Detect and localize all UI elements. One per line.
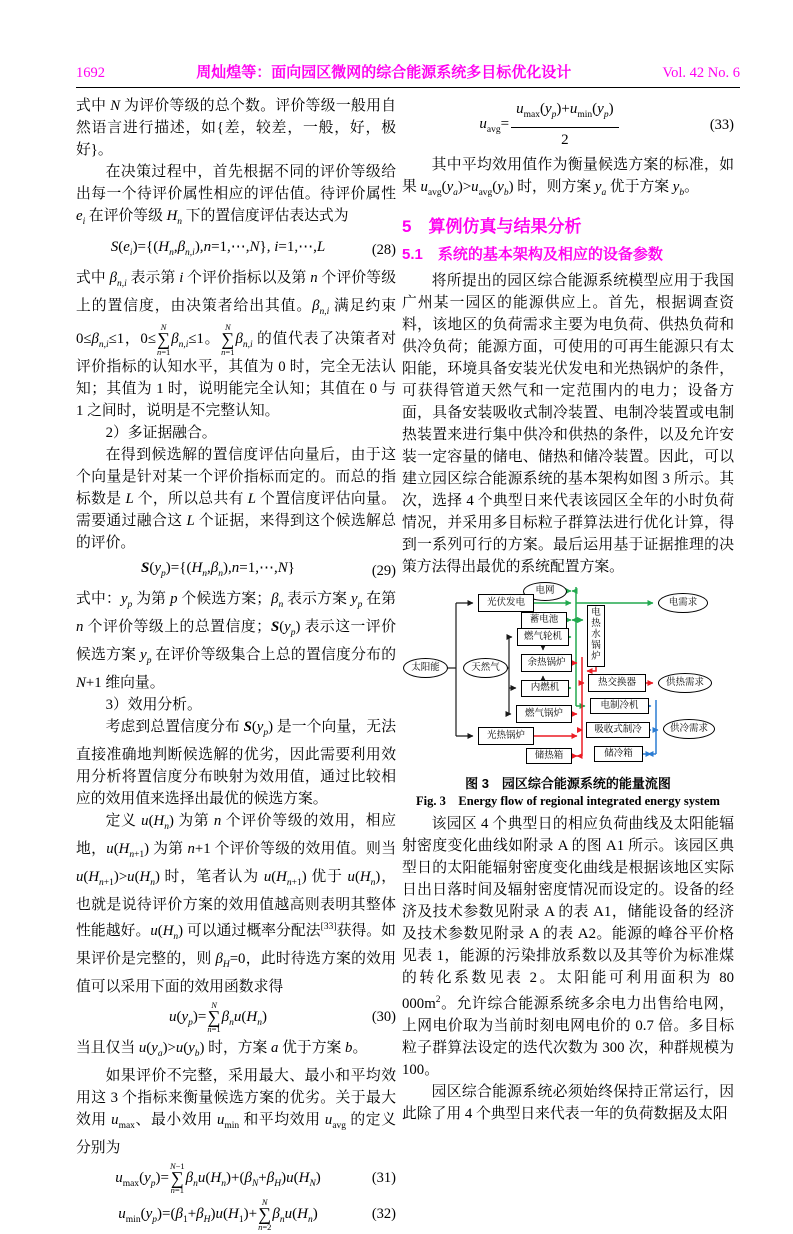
- equation-28: [76, 236, 396, 264]
- subsection-heading-5-1: 5.1 系统的基本架构及相应的设备参数: [402, 245, 663, 263]
- equation-body: $S(e_i)=\{(H_n,\beta_{n,i}),n=1,\cdots,N\}$, i=1,⋯,L: [110, 238, 326, 258]
- node-cold-storage-tank: 储冷箱: [594, 746, 643, 762]
- paragraph: 其中平均效用值作为衡量候选方案的标准，如果 $u_{avg}(y_a)>u_{avg}(y_b)$ 时，则方案 $y_a$ 优于方案 $y_b$。: [402, 157, 734, 198]
- node-solar: 太阳能: [403, 658, 448, 678]
- node-waste-heat-boiler: 余热锅炉: [521, 654, 572, 672]
- equation-body: $u_{avg}=$ $\frac{u_{max}(y_p)+u_{min}(y_p)}{2}$: [402, 98, 698, 151]
- equation-32: [76, 1198, 396, 1231]
- equation-number: (30): [371, 1009, 396, 1026]
- node-cooling-demand: 供冷需求: [663, 719, 715, 739]
- paragraph: 园区综合能源系统必须始终保持正常运行，因此除了用 4 个典型日来代表一年的负荷数据及太阳: [402, 1083, 734, 1122]
- paragraph: 在得到候选解的置信度评估向量后，由于这个向量是针对某一个评价指标而定的。而总的指标数是 L 个，所以总共有 L 个置信度评估向量。需要通过融合这 L 个证据，来得到这个候选解总的评价。: [76, 447, 397, 552]
- figure-caption-chinese: 图 3 园区综合能源系统的能量流图: [465, 775, 671, 791]
- figure-3-energy-flow-diagram: [400, 581, 736, 773]
- node-gas-boiler: 燃气锅炉: [516, 705, 572, 723]
- node-electric-water-boiler: 电热水锅炉: [587, 605, 605, 667]
- node-gas: 天然气: [463, 658, 508, 678]
- node-battery: 蓄电池: [521, 612, 567, 629]
- right-column: [402, 95, 734, 1125]
- paragraph: 当且仅当 $u(y_a)>u(y_b)$ 时，方案 a 优于方案 b。: [76, 1039, 368, 1059]
- paragraph: 将所提出的园区综合能源系统模型应用于我国广州某一园区的能源供应上。首先，根据调查资料，该地区的负荷需求主要为电负荷、供热负荷和供冷负荷；能源方面，可使用的可再生能源只有太阳能，环境具备安装光伏发电和光热锅炉的条件，可获得管道天然气和一定范围内的电力；设备方面，具备安装吸收式制冷装置、电制冷装置或电制热装置来进行集中供冷和供热的条件，以及允许安装一定容量的储电、储热和储冷装置。因此，可以建立园区综合能源系统的基本架构如图 3 所示。其次，选择 4 个典型日来代表该园区全年的小时负荷情况，并采用多目标粒子群算法进行优化计算，得到一系列可行的方案。最后运用基于证据推理的决策方法得出最优的系统配置方案。: [402, 272, 734, 575]
- page-number: 1692: [76, 65, 105, 81]
- equation-30: [76, 1001, 396, 1034]
- node-pv-generation: 光伏发电: [478, 594, 534, 612]
- equation-31: [76, 1162, 396, 1195]
- figure-caption-english: Fig. 3 Energy flow of regional integrated energy system: [416, 793, 720, 808]
- node-heat-demand: 供热需求: [658, 673, 712, 693]
- volume-issue: Vol. 42 No. 6: [662, 65, 740, 81]
- equation-body: $S(y_p)=\{(H_n,\beta_n),n=1,\cdots,N\}$: [141, 560, 295, 580]
- node-heat-exchanger: 热交换器: [588, 674, 646, 692]
- node-absorption-chiller: 吸收式制冷: [586, 722, 650, 738]
- equation-body: $u(y_p)=$ N ∑ n=1 $\beta_nu(H_n)$: [168, 999, 267, 1035]
- node-gas-turbine: 燃气轮机: [517, 628, 569, 646]
- node-electric-chiller: 电制冷机: [590, 698, 649, 714]
- paragraph: 考虑到总置信度分布 $S(y_p)$ 是一个向量，无法直接准确地判断候选解的优劣，因此需要利用效用分析将置信度分布映射为效用值，通过比较相应的效用值来选择出最优的候选方案。: [76, 718, 396, 807]
- section-heading-5: 5 算例仿真与结果分析: [402, 216, 582, 236]
- running-title: 周灿煌等：面向园区微网的综合能源系统多目标优化设计: [196, 64, 572, 81]
- paragraph: 如果评价不完整，采用最大、最小和平均效用这 3 个指标来衡量候选方案的优劣。关于最大效用 $u_{max}$、最小效用 $u_{min}$ 和平均效用 $u_{avg}$ 的定义分别为: [76, 1067, 397, 1156]
- equation-number: (31): [371, 1170, 396, 1187]
- equation-29: [76, 557, 396, 585]
- page-header: [76, 61, 740, 88]
- paragraph: 在决策过程中，首先根据不同的评价等级给出每一个待评价属性相应的评估值。待评价属性 $e_i$ 在评价等级 $H_n$ 下的置信度评估表达式为: [76, 164, 396, 227]
- equation-number: (28): [371, 241, 396, 258]
- paragraph: 3）效用分析。: [105, 696, 202, 713]
- node-solar-thermal-boiler: 光热锅炉: [478, 727, 534, 745]
- equation-33: [402, 98, 734, 151]
- paragraph: 2）多证据融合。: [105, 425, 217, 442]
- node-heat-storage-tank: 储热箱: [526, 748, 572, 764]
- equation-number: (32): [371, 1206, 396, 1223]
- node-electricity-demand: 电需求: [658, 593, 708, 613]
- node-internal-combustion-engine: 内燃机: [521, 680, 569, 697]
- paragraph: 式中：$y_p$ 为第 p 个候选方案；$\beta_n$ 表示方案 $y_p$ 在第 n 个评价等级上的总置信度；$S(y_p)$ 表示这一评价候选方案 $y_p$ 在评价等级集合上总的置信度分布的 N+1 维向量。: [76, 591, 396, 691]
- paragraph: 定义 $u(H_n)$ 为第 n 个评价等级的效用，相应地，$u(H_{n+1})$ 为第 n+1 个评价等级的效用值。则当 $u(H_{n+1})>u(H_n)$ 时，笔者认为 $u(H_{n+1})$ 优于 $u(H_n)$，也就是说待评价方案的效用值越高则表明其整体性能越好。$u(H_n)$ 可以通过概率分配法[33]获得。如果评价是完整的，则 $\beta_H=0$，此时待选方案的效用值可以采用下面的效用函数求得: [76, 812, 397, 995]
- equation-body: $u_{max}(y_p)=$ N−1 ∑ n=1 $\beta_nu(H_n)+(\beta_N+\beta_H)u(H_N)$: [115, 1160, 321, 1196]
- equation-body: $u_{min}(y_p)=(\beta_1+\beta_H)u(H_1)+$ N ∑ n=2 $\beta_nu(H_n)$: [118, 1196, 318, 1232]
- paragraph: 式中 $\beta_{n,i}$ 表示第 i 个评价指标以及第 n 个评价等级上的置信度，由决策者给出其值。$\beta_{n,i}$ 满足约束 $0\le\beta_{n,i}\le 1$，0≤ N ∑ n=1 $\beta_{n,i}\le 1$。 N ∑ n=1 $\beta_{n,i}$ 的值代表了决策者对评价指标的认知水平，其值为 0 时，完全无法认知；其值为 1 时，说明能完全认知；其值在 0 与 1 之间时，说明是不完整认知。: [76, 269, 396, 420]
- paragraph: 该园区 4 个典型日的相应负荷曲线及太阳能辐射密度变化曲线如附录 A 的图 A1 所示。该园区典型日的太阳能辐射密度变化曲线是根据该地区实际日出日落时间及辐射密度情况而设定的。设备的经济及技术参数见附录 A 的表 A1，储能设备的经济及技术参数见附录 A 的表 A2。能源的峰谷平价格见表 1，能源的污染排放系数以及其等价为标准煤的转化系数见表 2。太阳能可利用面积为 80 $000m^2$。允许综合能源系统多余电力出售给电网，上网电价取为当前时刻电网电价的 0.7 倍。多目标粒子群算法设定的迭代次数为 300 次，种群规模为 100。: [402, 815, 734, 1078]
- left-column: [76, 95, 396, 1234]
- equation-number: (29): [371, 563, 396, 580]
- paragraph: 式中 N 为评价等级的总个数。评价等级一般用自然语言进行描述，如{差，较差，一般，好，极好}。: [76, 98, 396, 158]
- equation-number: (33): [709, 116, 734, 133]
- node-grid: 电网: [523, 582, 567, 601]
